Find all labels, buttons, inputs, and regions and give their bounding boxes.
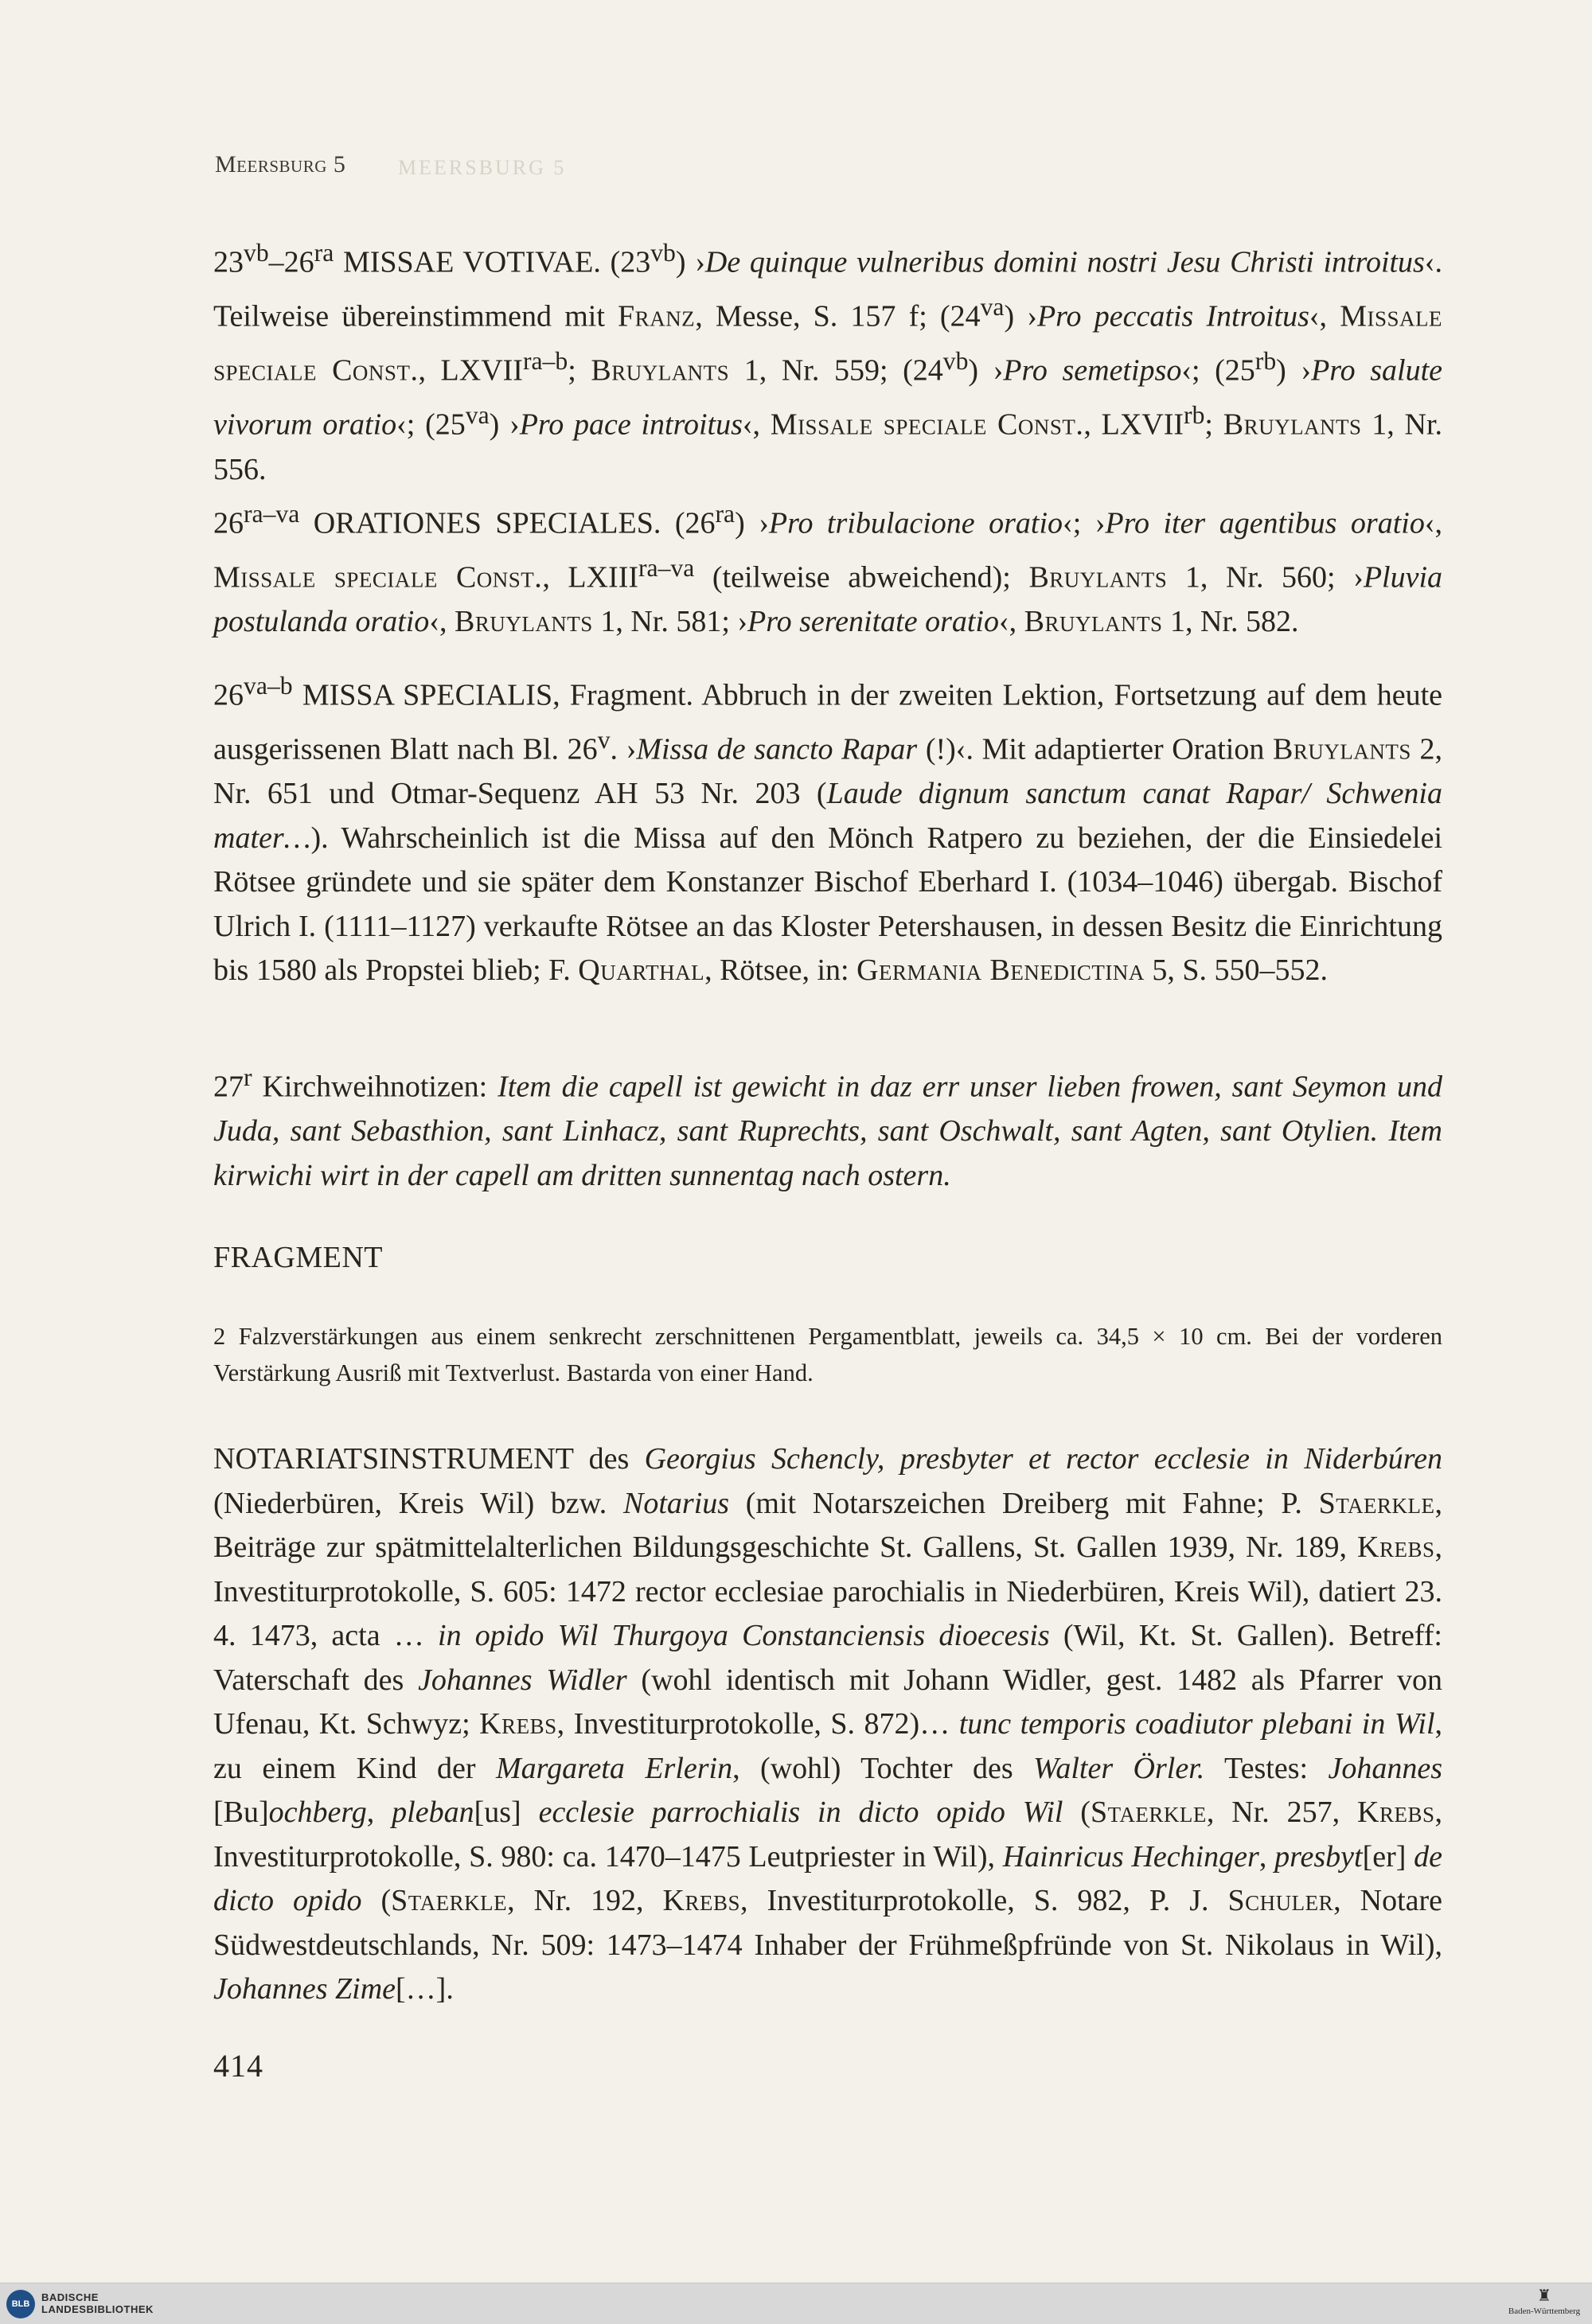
running-head: Meersburg 5 <box>215 151 346 177</box>
library-name: BADISCHE LANDESBIBLIOTHEK <box>41 2291 154 2315</box>
entry-title: MISSAE VOTIVAE. (23 <box>334 245 651 279</box>
entry-paragraph: $23^{vb}-26^{ra}$ MISSAE VOTIVAE. $(23^{vb})$ ›De quinque vulneribus domini nostri Jesu Christi introitus‹. Teilweise übereinstimmend mit Franz, Messe, S. 157 f; $(24^{va})$ ›Pro peccatis Introitus‹, Missale speciale Const., $LXVII^{ra-b}$; Bruylants 1, Nr. 559; $(24^{vb})$ ›Pro semetipso‹; $(25^{rb})$ ›Pro salute vivorum oratio‹; $(25^{va})$ ›Pro pace introitus‹, Missale speciale Const., $LXVII^{rb}$; Bruylants 1, Nr. 556. <box>213 239 1443 486</box>
entry-orationes-speciales <box>213 492 1442 645</box>
coat-of-arms-icon: ♜ <box>1537 2287 1551 2305</box>
blb-logo-icon[interactable]: BLB <box>6 2290 35 2318</box>
baden-wuerttemberg-logo[interactable] <box>1504 2287 1584 2317</box>
partner-name: Baden-Württemberg <box>1508 2306 1581 2316</box>
entry-missa-specialis <box>213 664 1442 993</box>
entry-paragraph: 27$^r$ Kirchweihnotizen: Item die capell ist gewicht in daz err unser lieben frowen, sant Seymon und Juda, sant Sebasthion, sant Linhacz, sant Ruprechts, sant Oschwalt, sant Agten, sant Otylien. Item kirwichi wirt in der capell am dritten sunnentag nach ostern. <box>213 1063 1443 1192</box>
entry-missae-votivae <box>213 231 1442 492</box>
entry-notariatsinstrument <box>213 1437 1442 2012</box>
folio: 23 <box>213 245 244 279</box>
folio: 26 <box>213 506 244 540</box>
fragment-description: 2 Falzverstärkungen aus einem senkrecht zerschnittenen Pergamentblatt, jeweils ca. 34,5 × 10 cm. Bei der vorderen Verstärkung Ausriß mit Textverlust. Bastarda von einer Hand. <box>213 1323 1442 1386</box>
entry-kirchweihnotizen <box>213 1055 1442 1198</box>
viewer-footer-bar <box>0 2283 1592 2324</box>
entry-paragraph: $26^{ra-va}$ ORATIONES SPECIALES. $(26^{ra})$ ›Pro tribulacione oratio‹; ›Pro iter agentibus oratio‹, Missale speciale Const., $LXIII^{ra-va}$ (teilweise abweichend); Bruylants 1, Nr. 560; ›Pluvia postulanda oratio‹, Bruylants 1, Nr. 581; ›Pro serenitate oratio‹, Bruylants 1, Nr. 582. <box>213 500 1443 639</box>
page-number: 414 <box>213 2048 263 2084</box>
entry-paragraph: $26^{va-b}$ MISSA SPECIALIS, Fragment. Abbruch in der zweiten Lektion, Fortsetzung auf dem heute ausgerissenen Blatt nach Bl. 26$^v$. ›Missa de sancto Rapar (!)‹. Mit adaptierter Oration Bruylants 2, Nr. 651 und Otmar-Sequenz AH 53 Nr. 203 (Laude dignum sanctum canat Rapar/ Schwenia mater…). Wahrscheinlich ist die Missa auf den Mönch Ratpero zu beziehen, der die Einsiedelei Rötsee gründete und sie später dem Konstanzer Bischof Eberhard I. (1034–1046) übergab. Bischof Ulrich I. (1111–1127) verkaufte Rötsee an das Kloster Petershausen, in dessen Besitz die Einrichtung bis 1580 als Propstei blieb; F. Quarthal, Rötsee, in: Germania Benedictina 5, S. 550–552. <box>213 672 1443 988</box>
section-heading-fragment: FRAGMENT <box>213 1241 384 1274</box>
folio: 26 <box>213 678 244 712</box>
show-through-text: MEERSBURG 5 <box>398 156 567 179</box>
entry-paragraph: NOTARIATSINSTRUMENT des Georgius Schencly, presbyter et rector ecclesie in Niderbúren (Niederbüren, Kreis Wil) bzw. Notarius (mit Notarszeichen Dreiberg mit Fahne; P. Staerkle, Beiträge zur spätmittelalterlichen Bildungsgeschichte St. Gallens, St. Gallen 1939, Nr. 189, Krebs, Investiturprotokolle, S. 605: 1472 rector ecclesiae parochialis in Niederbüren, Kreis Wil), datiert 23. 4. 1473, acta … in opido Wil Thurgoya Constanciensis dioecesis (Wil, Kt. St. Gallen). Betreff: Vaterschaft des Johannes Widler (wohl identisch mit Johann Widler, gest. 1482 als Pfarrer von Ufenau, Kt. Schwyz; Krebs, Investiturprotokolle, S. 872)… tunc temporis coadiutor plebani in Wil, zu einem Kind der Margareta Erlerin, (wohl) Tochter des Walter Örler. Testes: Johannes [Bu]ochberg, pleban[us] ecclesie parrochialis in dicto opido Wil (Staerkle, Nr. 257, Krebs, Investiturprotokolle, S. 980: ca. 1470–1475 Leutpriester in Wil), Hainricus Hechinger, presbyt[er] de dicto opido (Staerkle, Nr. 192, Krebs, Investiturprotokolle, S. 982, P. J. Schuler, Notare Südwestdeutschlands, Nr. 509: 1473–1474 Inhaber der Frühmeßpfründe von St. Nikolaus in Wil), Johannes Zime[…]. <box>213 1442 1443 2006</box>
folio: 27 <box>213 1070 244 1104</box>
entry-title: ORATIONES SPECIALES. (26 <box>299 506 716 540</box>
